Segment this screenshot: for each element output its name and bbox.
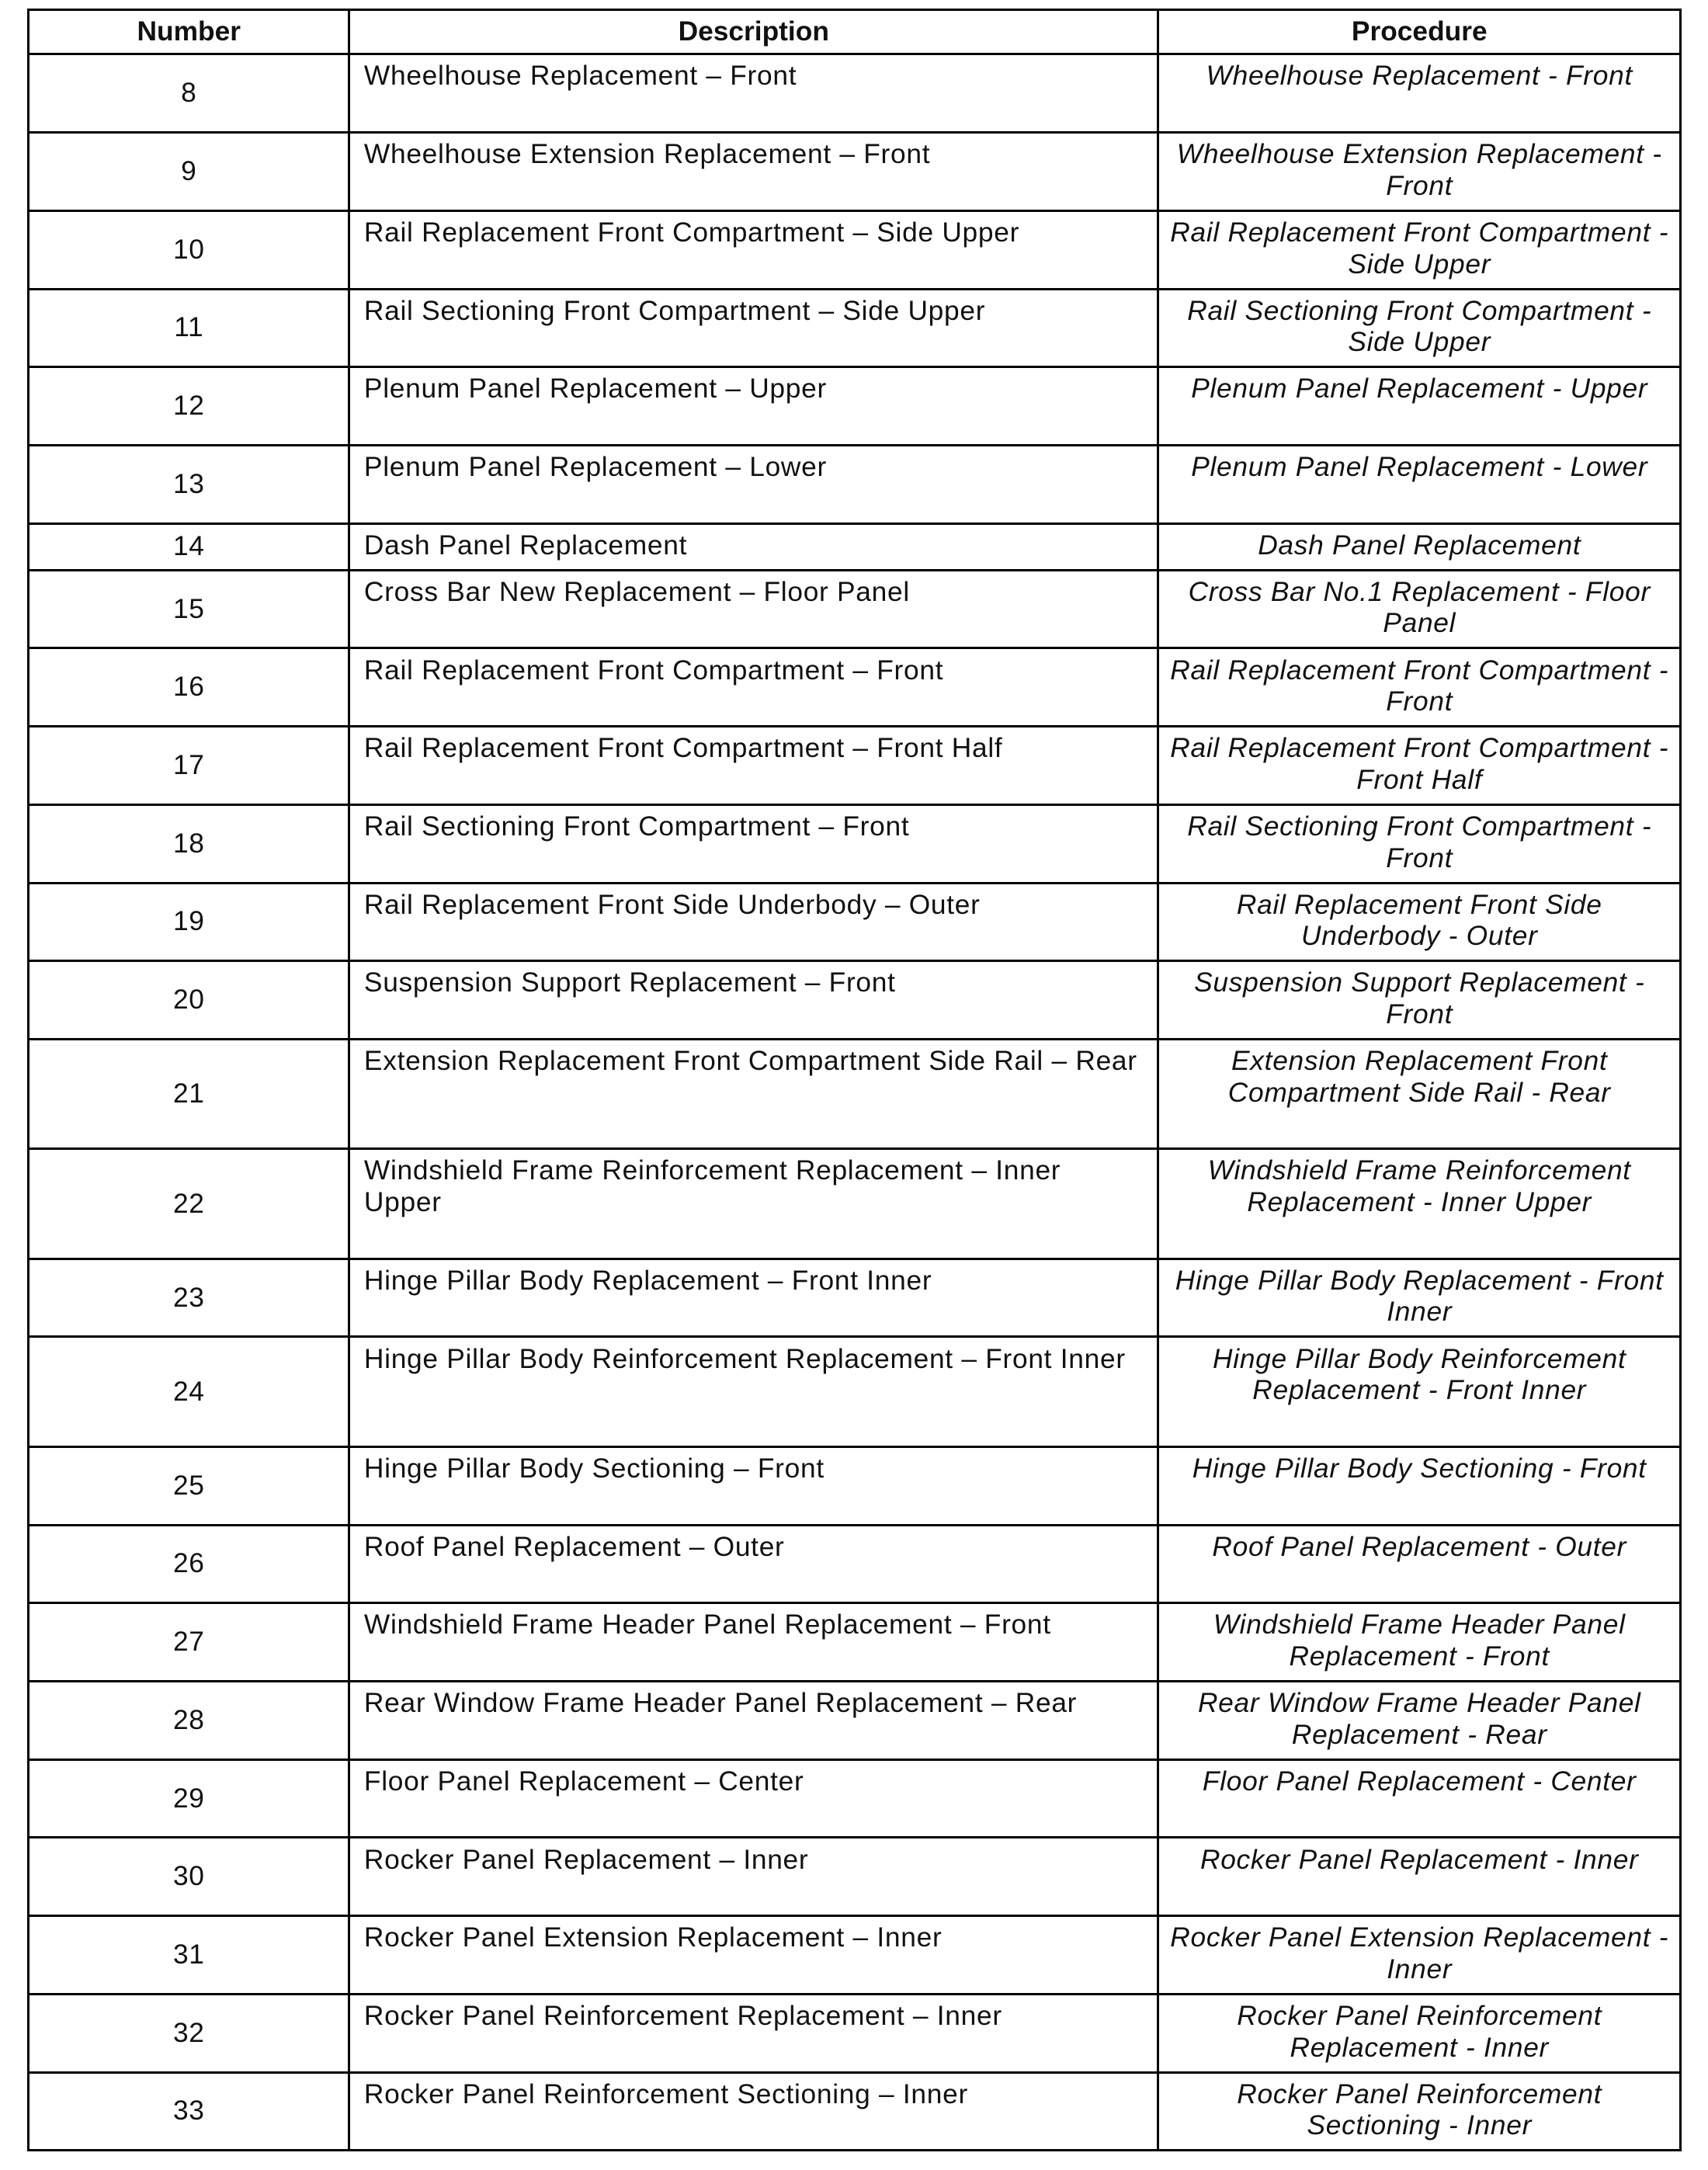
row-number: 31 xyxy=(29,1916,349,1995)
row-number: 27 xyxy=(29,1603,349,1682)
table-row xyxy=(29,523,1681,570)
header-number: Number xyxy=(29,9,349,54)
row-procedure: Hinge Pillar Body Replacement - Front Inner xyxy=(1158,1259,1681,1337)
table-row xyxy=(29,1149,1681,1259)
row-description: Windshield Frame Reinforcement Replacement – Inner Upper xyxy=(349,1149,1158,1259)
row-procedure: Rocker Panel Reinforcement Replacement - Inner xyxy=(1158,1994,1681,2072)
row-procedure: Windshield Frame Header Panel Replacement - Front xyxy=(1158,1603,1681,1682)
table-row xyxy=(29,648,1681,727)
row-procedure: Rail Sectioning Front Compartment - Side Upper xyxy=(1158,289,1681,367)
table-row xyxy=(29,1525,1681,1603)
table-row xyxy=(29,1916,1681,1995)
row-number: 14 xyxy=(29,523,349,570)
table-row xyxy=(29,289,1681,367)
row-number: 21 xyxy=(29,1040,349,1149)
row-number: 24 xyxy=(29,1337,349,1446)
row-number: 17 xyxy=(29,727,349,805)
row-number: 33 xyxy=(29,2072,349,2151)
row-description: Extension Replacement Front Compartment Side Rail – Rear xyxy=(349,1040,1158,1149)
row-description: Hinge Pillar Body Reinforcement Replacement – Front Inner xyxy=(349,1337,1158,1446)
row-description: Rocker Panel Reinforcement Replacement – Inner xyxy=(349,1994,1158,2072)
header-row xyxy=(29,9,1681,54)
row-procedure: Rail Replacement Front Compartment - Front xyxy=(1158,648,1681,727)
table-row xyxy=(29,133,1681,211)
row-description: Floor Panel Replacement – Center xyxy=(349,1759,1158,1838)
row-procedure: Hinge Pillar Body Sectioning - Front xyxy=(1158,1446,1681,1525)
row-description: Rail Replacement Front Side Underbody – Outer xyxy=(349,883,1158,961)
row-number: 25 xyxy=(29,1446,349,1525)
row-procedure: Suspension Support Replacement - Front xyxy=(1158,961,1681,1040)
row-procedure: Rail Replacement Front Compartment - Side Upper xyxy=(1158,210,1681,289)
row-procedure: Rocker Panel Reinforcement Sectioning - Inner xyxy=(1158,2072,1681,2151)
row-number: 28 xyxy=(29,1682,349,1760)
row-procedure: Rail Replacement Front Side Underbody - Outer xyxy=(1158,883,1681,961)
row-number: 12 xyxy=(29,367,349,446)
row-procedure: Rail Sectioning Front Compartment - Front xyxy=(1158,804,1681,883)
table-row xyxy=(29,1337,1681,1446)
row-procedure: Windshield Frame Reinforcement Replacement - Inner Upper xyxy=(1158,1149,1681,1259)
row-description: Plenum Panel Replacement – Upper xyxy=(349,367,1158,446)
table-row xyxy=(29,54,1681,133)
row-description: Windshield Frame Header Panel Replacement – Front xyxy=(349,1603,1158,1682)
procedure-table xyxy=(27,9,1682,2152)
table-row xyxy=(29,1994,1681,2072)
row-procedure: Rear Window Frame Header Panel Replacement - Rear xyxy=(1158,1682,1681,1760)
table-row xyxy=(29,1682,1681,1760)
row-number: 29 xyxy=(29,1759,349,1838)
row-procedure: Plenum Panel Replacement - Lower xyxy=(1158,445,1681,523)
row-procedure: Wheelhouse Replacement - Front xyxy=(1158,54,1681,133)
row-description: Rocker Panel Extension Replacement – Inner xyxy=(349,1916,1158,1995)
table-row xyxy=(29,961,1681,1040)
row-procedure: Cross Bar No.1 Replacement - Floor Panel xyxy=(1158,570,1681,648)
row-procedure: Rocker Panel Extension Replacement - Inner xyxy=(1158,1916,1681,1995)
table-row xyxy=(29,1759,1681,1838)
row-description: Hinge Pillar Body Sectioning – Front xyxy=(349,1446,1158,1525)
table-row xyxy=(29,1259,1681,1337)
row-number: 22 xyxy=(29,1149,349,1259)
header-description: Description xyxy=(349,9,1158,54)
row-description: Wheelhouse Extension Replacement – Front xyxy=(349,133,1158,211)
row-description: Suspension Support Replacement – Front xyxy=(349,961,1158,1040)
row-procedure: Floor Panel Replacement - Center xyxy=(1158,1759,1681,1838)
table-row xyxy=(29,1603,1681,1682)
row-number: 23 xyxy=(29,1259,349,1337)
row-number: 13 xyxy=(29,445,349,523)
row-number: 10 xyxy=(29,210,349,289)
row-description: Rail Replacement Front Compartment – Front Half xyxy=(349,727,1158,805)
row-number: 16 xyxy=(29,648,349,727)
row-number: 18 xyxy=(29,804,349,883)
header-procedure: Procedure xyxy=(1158,9,1681,54)
table-row xyxy=(29,210,1681,289)
row-description: Rail Replacement Front Compartment – Front xyxy=(349,648,1158,727)
table-row xyxy=(29,1040,1681,1149)
table-row xyxy=(29,727,1681,805)
row-description: Rocker Panel Reinforcement Sectioning – Inner xyxy=(349,2072,1158,2151)
row-description: Roof Panel Replacement – Outer xyxy=(349,1525,1158,1603)
row-description: Cross Bar New Replacement – Floor Panel xyxy=(349,570,1158,648)
table-row xyxy=(29,2072,1681,2151)
row-number: 26 xyxy=(29,1525,349,1603)
table-row xyxy=(29,1446,1681,1525)
table-row xyxy=(29,804,1681,883)
row-procedure: Wheelhouse Extension Replacement - Front xyxy=(1158,133,1681,211)
row-number: 11 xyxy=(29,289,349,367)
row-description: Rear Window Frame Header Panel Replacement – Rear xyxy=(349,1682,1158,1760)
row-description: Rail Replacement Front Compartment – Side Upper xyxy=(349,210,1158,289)
row-number: 8 xyxy=(29,54,349,133)
row-number: 32 xyxy=(29,1994,349,2072)
row-description: Rail Sectioning Front Compartment – Front xyxy=(349,804,1158,883)
row-procedure: Hinge Pillar Body Reinforcement Replacement - Front Inner xyxy=(1158,1337,1681,1446)
row-procedure: Extension Replacement Front Compartment Side Rail - Rear xyxy=(1158,1040,1681,1149)
row-number: 9 xyxy=(29,133,349,211)
table-row xyxy=(29,883,1681,961)
row-number: 30 xyxy=(29,1838,349,1916)
row-procedure: Rail Replacement Front Compartment - Front Half xyxy=(1158,727,1681,805)
row-description: Dash Panel Replacement xyxy=(349,523,1158,570)
table-row xyxy=(29,367,1681,446)
row-description: Hinge Pillar Body Replacement – Front Inner xyxy=(349,1259,1158,1337)
row-description: Rocker Panel Replacement – Inner xyxy=(349,1838,1158,1916)
row-procedure: Plenum Panel Replacement - Upper xyxy=(1158,367,1681,446)
row-description: Plenum Panel Replacement – Lower xyxy=(349,445,1158,523)
row-procedure: Dash Panel Replacement xyxy=(1158,523,1681,570)
table-row xyxy=(29,445,1681,523)
table-row xyxy=(29,1838,1681,1916)
row-number: 15 xyxy=(29,570,349,648)
row-number: 19 xyxy=(29,883,349,961)
table-row xyxy=(29,570,1681,648)
row-description: Rail Sectioning Front Compartment – Side Upper xyxy=(349,289,1158,367)
row-procedure: Rocker Panel Replacement - Inner xyxy=(1158,1838,1681,1916)
row-procedure: Roof Panel Replacement - Outer xyxy=(1158,1525,1681,1603)
row-number: 20 xyxy=(29,961,349,1040)
row-description: Wheelhouse Replacement – Front xyxy=(349,54,1158,133)
